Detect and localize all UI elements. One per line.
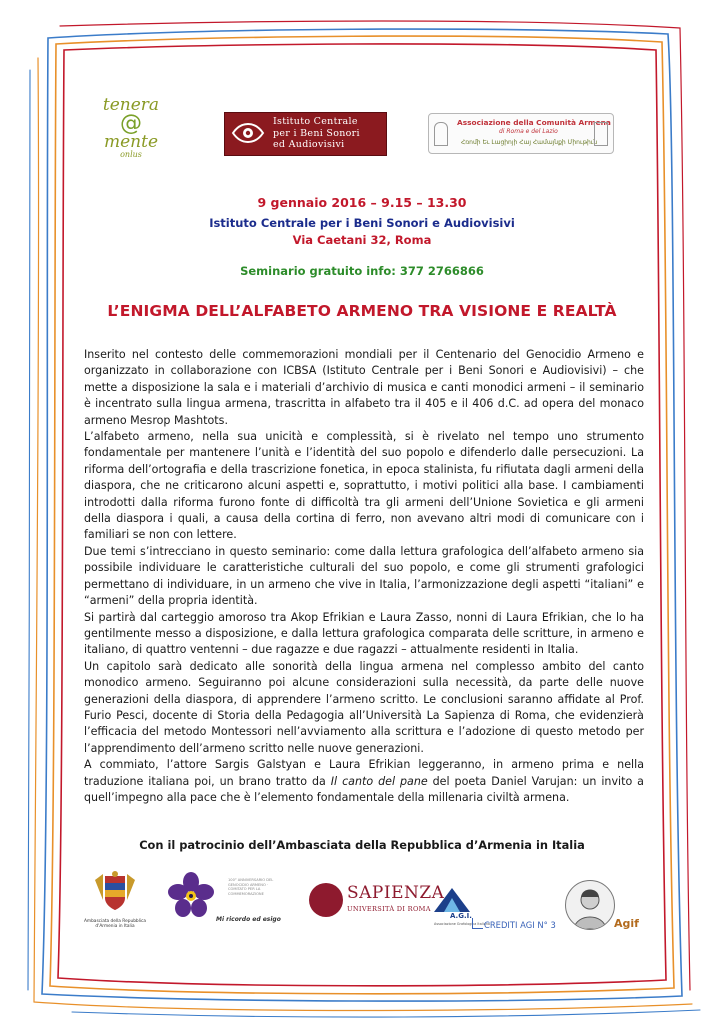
logo-text-1: tenera (102, 95, 160, 115)
paragraph-text: A commiato, l’attore Sargis Galstyan e Laura Efrikian leggeranno, in armeno prima e nella traduzione italiana poi, un brano tratto da (84, 758, 644, 788)
logo-text-3: onlus (120, 150, 142, 159)
forget-me-not-icon (168, 872, 214, 918)
icbsa-line-1: Istituto Centrale (273, 116, 358, 127)
patronage-line: Con il patrocinio dell’Ambasciata della Repubblica d’Armenia in Italia (139, 838, 585, 852)
venue-name: Istituto Centrale per i Beni Sonori e Audiovisivi (209, 216, 515, 230)
sapienza-name: SAPIENZA (347, 883, 445, 903)
agi-credits: CREDITI AGI N° 3 (484, 920, 556, 930)
armenia-coat-of-arms-logo (82, 870, 148, 930)
icbsa-line-3: ed Audiovisivi (273, 139, 345, 150)
paragraph (84, 757, 644, 806)
paragraph: L’alfabeto armeno, nella sua unicità e complessità, si è rivelato nel tempo uno strumento fondamentale per mantenere l’unità e l’identità del suo popolo e difenderlo dalle persecuzioni. La riforma dell’ortografia e della trascrizione fonetica, in epoca stalinista, fu rifiutata dagli armeni della diaspora, che ne criticarono alcuni aspetti e, soprattutto, i motivi politici alla base. I cambiamenti introdotti dalla riforma furono fonte di difficoltà tra gli armeni dell’Unione Sovietica e gli armeni della diaspora i quali, a causa della cortina di ferro, non avevano altri modi di comunicare con i familiari se non con lettere. (84, 430, 644, 542)
icbsa-line-2: per i Beni Sonori (273, 127, 360, 139)
association-armenian: Հռոմի Եւ Լացիոյի Հայ Համայնքի Միութիւն (461, 139, 598, 146)
association-name: Associazione della Comunità Armena (457, 118, 611, 127)
agi-name: A.G.I. (450, 912, 472, 920)
forget-me-not-logo (168, 872, 288, 928)
agif-label: Agif (614, 917, 639, 930)
event-title: L’ENIGMA DELL’ALFABETO ARMENO TRA VISIONE E REALTÀ (107, 302, 617, 320)
paragraph: Due temi s’intrecciano in questo seminario: come dalla lettura grafologica dell’alfabeto armeno sia possibile individuare le caratteristiche culturali del suo popolo, e come gli strumenti grafologici permettano di individuare, in un armeno che vive in Italia, l’armonizzazione degli aspetti “italiani” e “armeni” della propria identità. (84, 544, 644, 608)
logo-text-2: mente (103, 132, 159, 152)
coat-of-arms-icon (89, 870, 141, 914)
embassy-label: Ambasciata della Repubblica d'Armenia in Italia (83, 919, 147, 929)
sapienza-seal-icon (309, 883, 343, 917)
agif-portrait-logo (565, 880, 615, 930)
sapienza-subtitle: UNIVERSITÀ DI ROMA (347, 905, 431, 913)
paragraph: Inserito nel contesto delle commemorazioni mondiali per il Centenario del Genocidio Armeno e organizzato in collaborazione con ICBSA (Istituto Centrale per i Beni Sonori e Audiovisivi) – che mette a disposizione la sala e i materiali d’archivio di musica e canti monodici armeni – il seminario è incentrato sulla lingua armena, trascritta in alfabeto tra il 405 e il 406 d.C. ad opera del monaco armeno Mesrop Mashtots. (84, 348, 644, 427)
seminar-info: Seminario gratuito info: 377 2766866 (240, 264, 484, 278)
portrait-icon (566, 881, 614, 929)
paragraph: Si partirà dal carteggio amoroso tra Akop Efrikian e Laura Zasso, nonni di Laura Efrikian, che lo ha gentilmente messo a disposizione, e dalla lettura grafologica comparata delle scritture, in armeno e italiano, di quattro ventenni – due ragazze e due ragazzi – attualmente residenti in Italia. (84, 610, 644, 657)
body-text (84, 347, 644, 806)
event-date: 9 gennaio 2016 – 9.15 – 13.30 (257, 195, 467, 210)
tenera-mente-logo (100, 95, 162, 178)
pillar-left-icon (434, 122, 448, 146)
association-logo (428, 113, 614, 154)
forget-me-not-motto: Mi ricordo ed esigo (216, 916, 281, 923)
pillar-right-icon (594, 122, 608, 146)
venue-address: Via Caetani 32, Roma (292, 233, 432, 247)
forget-me-not-small-text: 100° ANNIVERSARIO DEL GENOCIDIO ARMENO · COMITATO PER LA COMMEMORAZIONE (228, 878, 274, 896)
spiral-icon: @ (120, 111, 142, 136)
sapienza-logo (306, 880, 445, 924)
agi-small-text: Associazione Grafologica Italiana (434, 922, 491, 926)
paragraph-text: del poeta Daniel Varujan: un invito a quell’impegno alla pace che è l’elemento fondamentale della millenaria civiltà armena. (84, 774, 644, 804)
agi-mark-icon (432, 886, 474, 914)
work-title: Il canto del pane (330, 774, 428, 788)
credits-bracket-icon (472, 918, 483, 929)
paragraph: Un capitolo sarà dedicato alle sonorità della lingua armena nel complesso ambito del canto monodico armeno. Seguiranno poi alcune considerazioni sulla necessità, da parte delle nuove generazioni della diaspora, di apprendere l’armeno scritto. Le conclusioni saranno affidate al Prof. Furio Pesci, docente di Storia della Pedagogia all’Università La Sapienza di Roma, che evidenzierà l’efficacia del metodo Montessori nell’avviamento alla scrittura e l’adozione di questo metodo per l’apprendimento dell’armeno scritto nelle nuove generazioni. (84, 659, 644, 755)
icbsa-logo (224, 112, 387, 156)
association-subtitle: di Roma e del Lazio (499, 128, 558, 135)
eye-icon (231, 121, 265, 145)
